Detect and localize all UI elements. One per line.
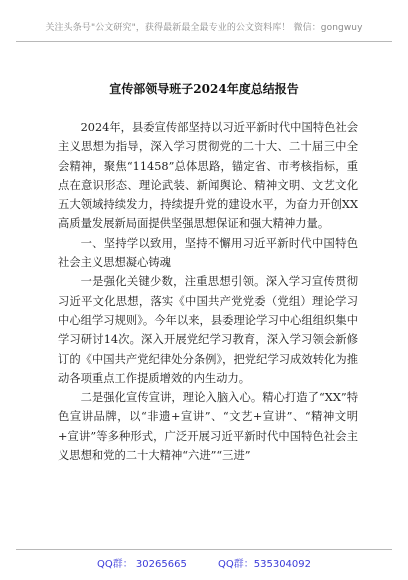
document-body [58,118,358,465]
paragraph-point-2: 二是强化宣传宣讲，理论入脑入心。精心打造了“XX”特色宣讲品牌，以“非遗+宣讲”、“文艺+宣讲”、“精神文明+宣讲”等多种形式，广泛开展习近平新时代中国特色社会主义思想和党的二十大精神“六进”“三进” [58,391,358,463]
section-heading-1: 一、坚持学以致用，坚持不懈用习近平新时代中国特色社会主义思想凝心铸魂 [58,236,358,270]
footer [0,555,408,570]
footer-qq-group-2: QQ群：535304092 [218,559,312,570]
header-divider [16,41,392,42]
document-title: 宣传部领导班子2024年度总结报告 [109,82,299,96]
header-banner: 关注头条号"公文研究"，获得最新最全最专业的公文资料库！ 微信：gongwuy [45,23,363,33]
paragraph-intro: 2024年，县委宣传部坚持以习近平新时代中国特色社会主义思想为指导，深入学习贯彻党的二十大、二十届三中全会精神，聚焦“11458”总体思路，锚定省、市考核指标，重点在意识形态、理论武装、新闻舆论、精神文明、文艺文化五大领域持续发力，持续提升党的建设水平，为奋力开创XX高质量发展新局面提供坚强思想保证和强大精神力量。 [58,121,358,231]
footer-qq-group-1: QQ群： 30265665 [96,559,187,570]
paragraph-point-1: 一是强化关键少数，注重思想引领。深入学习宣传贯彻习近平文化思想，落实《中国共产党党委（党组）理论学习中心组学习规则》。今年以来，县委理论学习中心组组织集中学习研讨14次。深入开展党纪学习教育，深入学习领会新修订的《中国共产党纪律处分条例》，把党纪学习成效转化为推动各项重点工作提质增效的内生动力。 [58,275,358,385]
footer-divider [16,549,392,550]
